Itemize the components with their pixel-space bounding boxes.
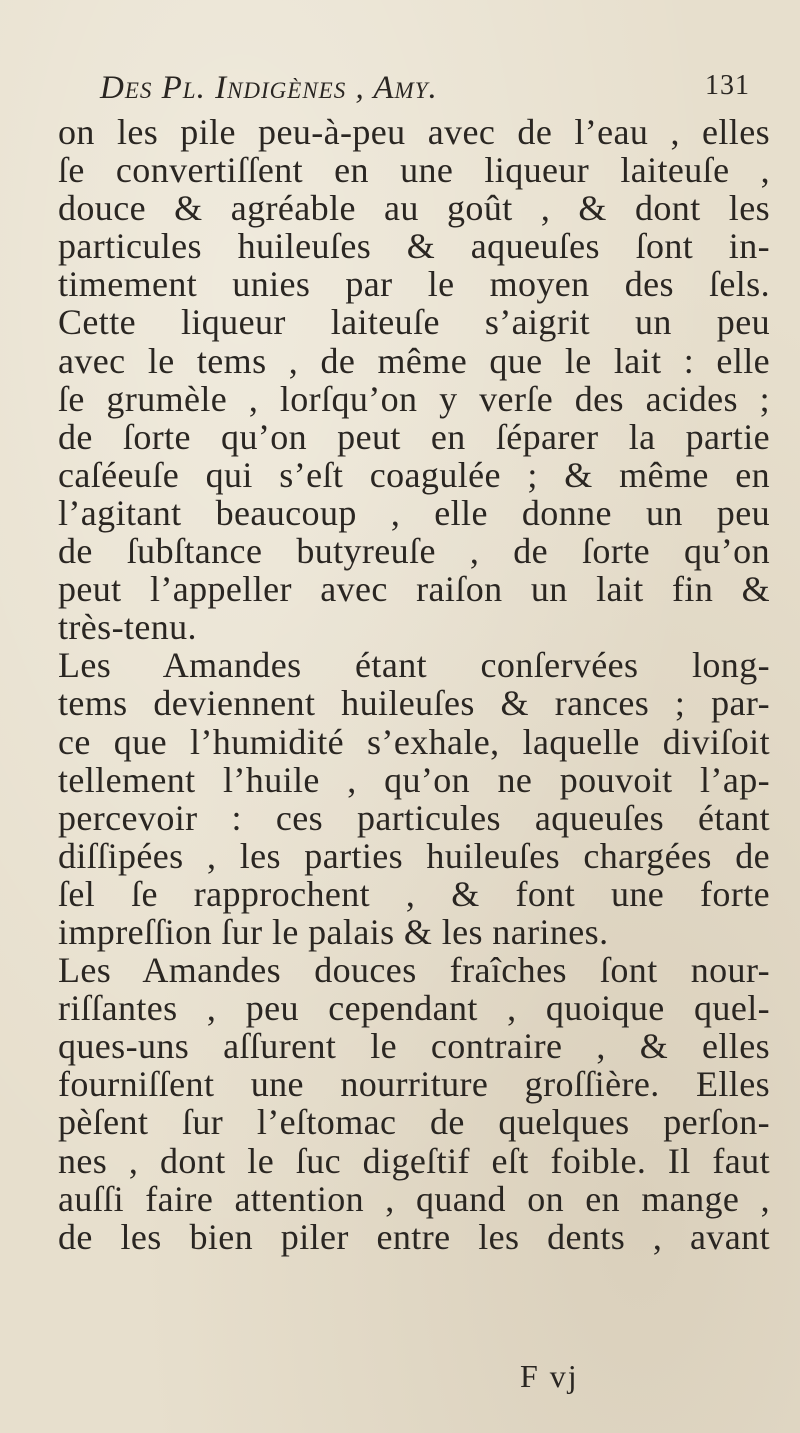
text-line: timement unies par le moyen des ſels.	[58, 264, 770, 305]
text-line: Cette liqueur laiteuſe s’aigrit un peu	[58, 302, 770, 343]
text-line: ſe convertiſſent en une liqueur laiteuſe ,	[58, 150, 770, 191]
text-line: auſſi faire attention , quand on en mange ,	[58, 1178, 770, 1219]
body-text	[58, 113, 770, 1256]
text-line: de ſorte qu’on peut en ſéparer la partie	[58, 416, 770, 457]
running-head	[100, 70, 750, 110]
text-line: tellement l’huile , qu’on ne pouvoit l’ap-	[58, 759, 770, 800]
text-line: très-tenu.	[58, 607, 197, 648]
text-line: Les Amandes étant conſervées long-	[58, 645, 770, 686]
text-line: diſſipées , les parties huileuſes chargées de	[58, 835, 770, 876]
signature-mark: F vj	[520, 1358, 579, 1394]
text-line: l’agitant beaucoup , elle donne un peu	[58, 492, 770, 533]
text-line: ques-uns aſſurent le contraire , & elles	[58, 1026, 770, 1067]
text-line: ſe grumèle , lorſqu’on y verſe des acides ;	[58, 378, 770, 419]
text-line: douce & agréable au goût , & dont les	[58, 188, 770, 229]
text-line: caſéeuſe qui s’eſt coagulée ; & même en	[58, 454, 770, 495]
text-line: ce que l’humidité s’exhale, laquelle diviſoit	[58, 721, 770, 762]
text-line: on les pile peu-à-peu avec de l’eau , elles	[58, 112, 770, 152]
text-line: pèſent ſur l’eſtomac de quelques perſon-	[58, 1102, 770, 1143]
page-number: 131	[705, 70, 750, 101]
running-head-title: Des Pl. Indigènes , Amy.	[100, 70, 438, 106]
text-line: de ſubſtance butyreuſe , de ſorte qu’on	[58, 531, 770, 572]
text-line: fourniſſent une nourriture groſſière. Elles	[58, 1064, 770, 1105]
text-line: tems deviennent huileuſes & rances ; par-	[58, 683, 770, 724]
text-line: Les Amandes douces fraîches ſont nour-	[58, 950, 770, 991]
text-line: particules huileuſes & aqueuſes ſont in-	[58, 226, 770, 267]
text-line: percevoir : ces particules aqueuſes étant	[58, 797, 770, 838]
text-line: nes , dont le ſuc digeſtif eſt foible. Il faut	[58, 1140, 770, 1181]
text-line: peut l’appeller avec raiſon un lait fin &	[58, 569, 770, 610]
text-line: riſſantes , peu cependant , quoique quel-	[58, 988, 770, 1029]
text-line: avec le tems , de même que le lait : elle	[58, 340, 770, 381]
text-line: de les bien piler entre les dents , avant	[58, 1216, 770, 1257]
text-line: impreſſion ſur le palais & les narines.	[58, 911, 609, 952]
text-line: ſel ſe rapprochent , & font une forte	[58, 873, 770, 914]
